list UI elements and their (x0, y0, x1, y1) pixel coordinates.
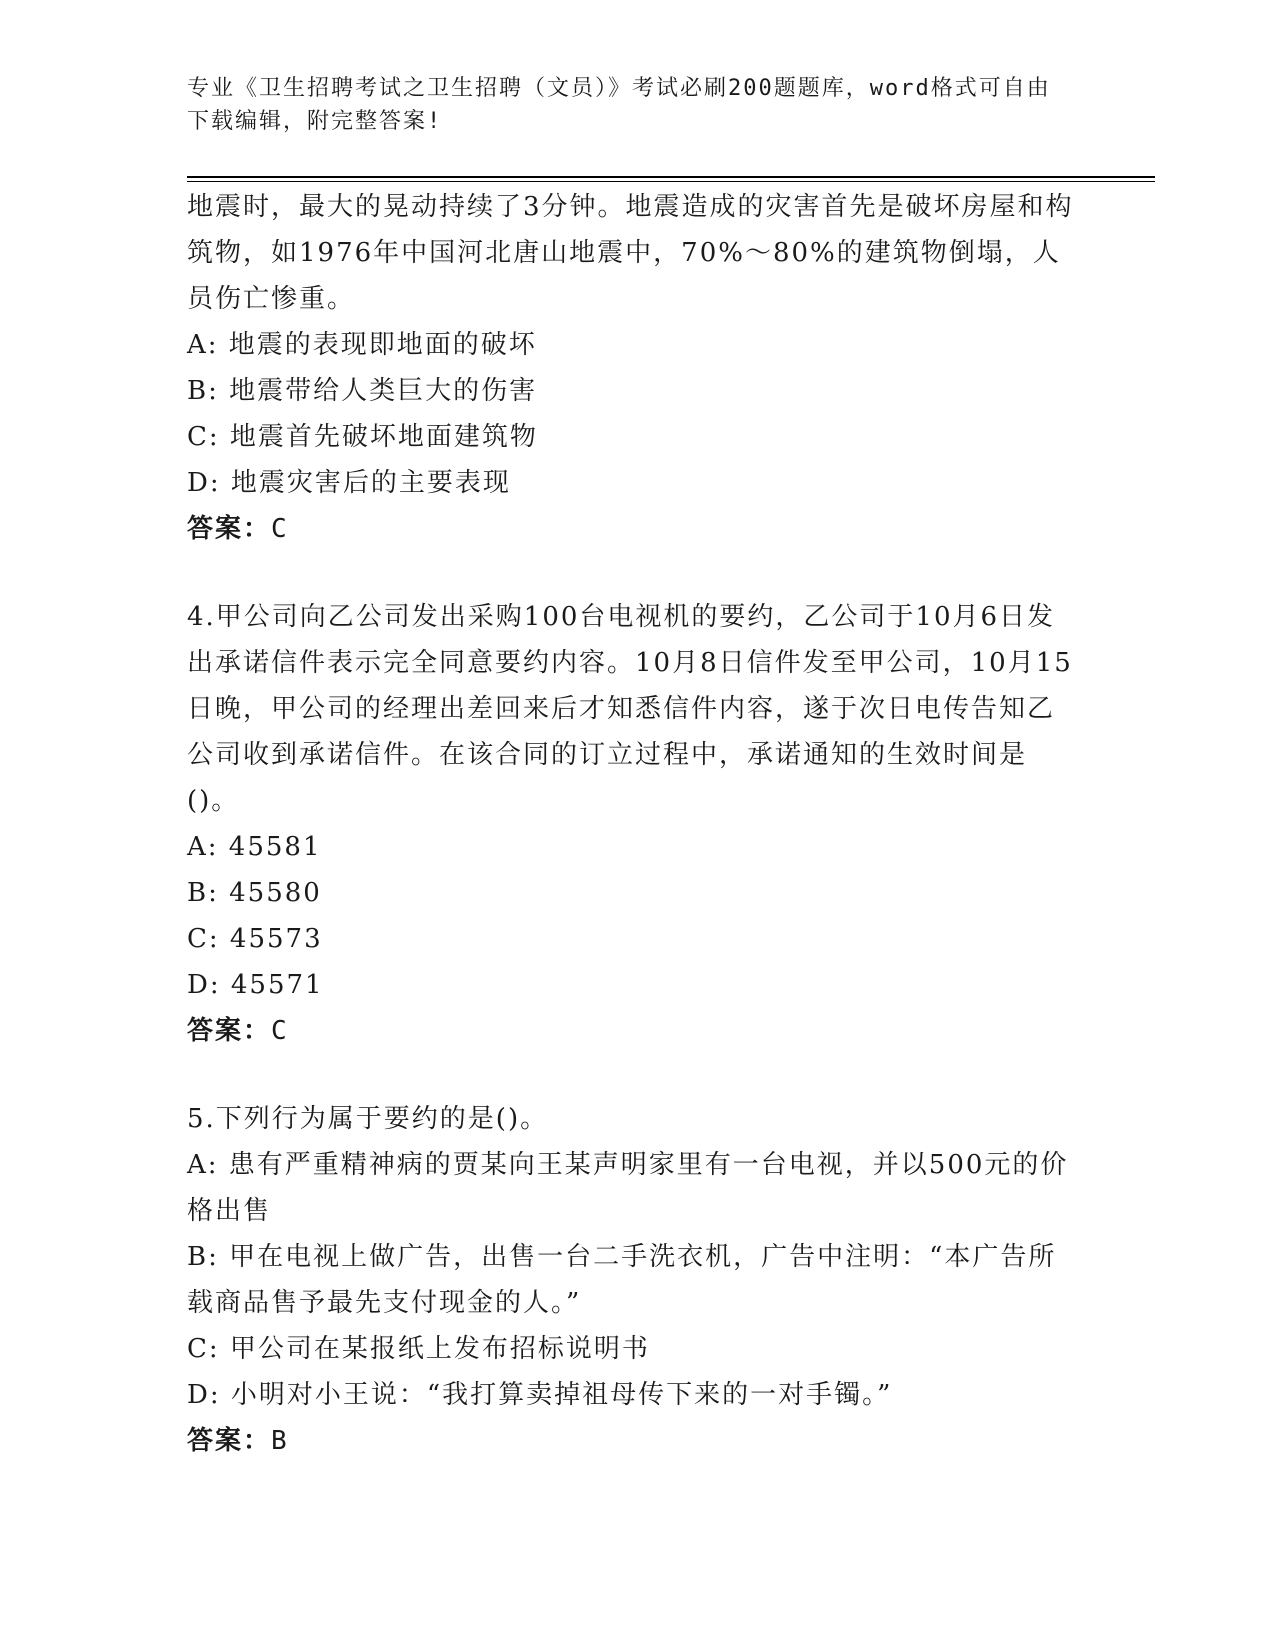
answer-value: C (271, 1016, 289, 1046)
answer-label: 答案： (187, 514, 272, 544)
question-stem: 4.甲公司向乙公司发出采购100台电视机的要约，乙公司于10月6日发出承诺信件表示完全同意要约内容。10月8日信件发至甲公司，10月15日晚，甲公司的经理出差回来后才知悉信件内容，遂于次日电传告知乙公司收到承诺信件。在该合同的订立过程中，承诺通知的生效时间是()。 (187, 602, 1073, 816)
answer (187, 1418, 1077, 1464)
option-b: B: 45580 (187, 878, 322, 908)
option-b: B: 甲在电视上做广告，出售一台二手洗衣机，广告中注明：“本广告所载商品售予最先支付现金的人。” (187, 1242, 1057, 1318)
question-3 (187, 184, 1077, 552)
option-a: A: 地震的表现即地面的破坏 (187, 330, 537, 360)
option-c: C: 地震首先破坏地面建筑物 (187, 422, 538, 452)
document-header (187, 72, 1067, 138)
question-5 (187, 1096, 1077, 1464)
answer-label: 答案： (187, 1426, 272, 1456)
header-rule-thin (187, 181, 1155, 182)
option-c: C: 45573 (187, 924, 323, 954)
option-a: A: 45581 (187, 832, 322, 862)
answer-label: 答案： (187, 1016, 272, 1046)
header-title: 专业《卫生招聘考试之卫生招聘（文员）》考试必刷200题题库，word格式可自由下载编辑，附完整答案! (187, 76, 1051, 134)
question-stem: 5.下列行为属于要约的是()。 (187, 1104, 549, 1134)
option-b: B: 地震带给人类巨大的伤害 (187, 376, 538, 406)
answer-value: B (271, 1426, 289, 1456)
header-rule-thick (187, 176, 1155, 178)
option-d: D: 地震灾害后的主要表现 (187, 468, 511, 498)
answer (187, 1008, 1077, 1054)
question-4 (187, 594, 1077, 1054)
answer (187, 506, 1077, 552)
question-stem: 地震时，最大的晃动持续了3分钟。地震造成的灾害首先是破坏房屋和构筑物，如1976年中国河北唐山地震中，70%～80%的建筑物倒塌，人员伤亡惨重。 (187, 192, 1074, 314)
option-c: C: 甲公司在某报纸上发布招标说明书 (187, 1334, 650, 1364)
document-body (187, 184, 1077, 1464)
option-d: D: 45571 (187, 970, 324, 1000)
option-d: D: 小明对小王说：“我打算卖掉祖母传下来的一对手镯。” (187, 1380, 893, 1410)
option-a: A: 患有严重精神病的贾某向王某声明家里有一台电视，并以500元的价格出售 (187, 1150, 1069, 1226)
answer-value: C (271, 514, 289, 544)
